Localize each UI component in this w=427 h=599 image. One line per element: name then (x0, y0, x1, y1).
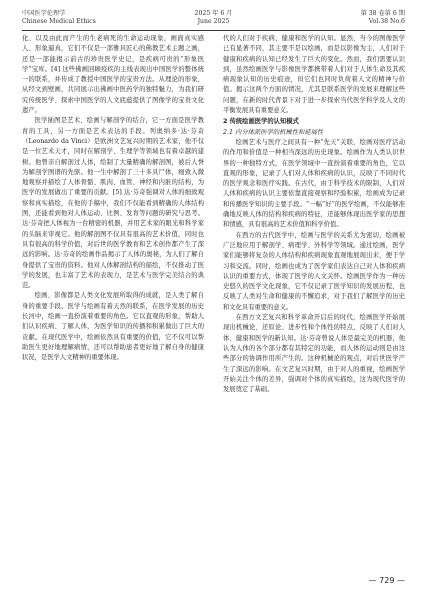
issue-date-en: June 2025 (197, 18, 230, 25)
body-paragraph: 绘画艺术与医疗之间具有一种“先天”关联，绘画对医疗活动的作用和价值是一种相当深远的历史现象。绘画作为人类认识世界的一种独特方式，在医学领域中一直扮演着重要的角色，它以直观的形象，记录了人们对人体和疾病的认识，反映了不同时代的医学观念和医疗实践。在古代，由于科学技术的限制，人们对人体和疾病的认识主要依靠直接观察和经验积累，绘画成为记录和传播医学知识的主要手段。“一幅”好“的医学绘画，不仅能够准确地反映人体的结构和疾病的特征，还能够体现出医学家的思想和情感，具有很高的艺术价值和科学价值。 (223, 138, 405, 229)
body-paragraph: 医学插图是艺术、绘画与解剖学的结合，它一方面是医学教育的工具，另一方面是艺术表达的手段。列奥纳多·达·芬奇（Leonardo da Vinci）是欧洲文艺复兴时期的艺术家，他不仅是一位艺术天才，同时在解剖学、生理学等领域也有着卓越的建树。他曾亲自解剖过人体，绘制了大量精确的解剖图，被后人誉为解剖学图谱的先驱。他一生中解剖了三十多具尸体，细致入微地观察并描绘了人体骨骼、肌肉、血管、神经和内脏的结构，为医学的发展做出了重要的贡献。[5] 达·芬奇强调对人体的细致观察和真实描绘，在他的手稿中，我们不仅能看到精确的人体结构图，还能看到他对人体运动、比例、发育等问题的研究与思考。达·芬奇把人体视为一台精密的机器，并用艺术家的眼光和科学家的头脑来审视它。他的解剖图不仅具有很高的艺术价值，同时也具有很高的科学价值，对后世的医学教育和艺术创作都产生了深远的影响。达·芬奇的绘画作品揭示了人体的奥秘，为人们了解自身提供了宝贵的资料。他对人体解剖结构的描绘，不仅推动了医学的发展，也丰富了艺术的表现力，是艺术与医学完美结合的典范。 (22, 117, 204, 290)
body-paragraph: 代的人们对于疾病、健康和医学的认知。显然，当今的图像医学已有显著不同，其主要不是以绘画，而是以影像为主，人们对于健康和疾病的认知已经发生了巨大的变化。然而，我们需要认识到，虽然绘画医学与影像医学都携带着人们对于人体生命及其疾病现象认知的历史痕迹，但它们也同时负荷着人文的精神与价值。揭示这两个方面的情况，尤其是联系医学的发展来理解这些问题，在新的时代背景下对于进一步探索当代医学科学及人文的平衡发展具有重要意义。 (223, 35, 405, 115)
issue-date (22, 10, 405, 26)
left-column (22, 34, 204, 364)
issue-date-cn: 2025 年 6 月 (194, 10, 233, 17)
section-heading: 2 传统绘画医学的认知模式 (223, 118, 299, 126)
running-header (22, 8, 405, 31)
page-number: — 729 — (368, 576, 405, 585)
journal-name-cn: 中国医学伦理学 (22, 10, 66, 17)
body-paragraph: 在西方文艺复兴和科学革命开启后的时代，绘画医学开始展现出机械论、还原论、进步性和个体性的特点，反映了人们对人体、健康和医学的新认知。达·芬奇曾说人体是最完美的机器，他认为人体的各个部分都有其特定的功能，而人体的运动则是由这些部分的协调作用所产生的。这种机械论的观点，对后世医学产生了深远的影响。在文艺复兴时期，由于对人的重视，绘画医学开始关注个体的差异，强调对个体的真实描绘，这为现代医学的发展奠定了基础。 (223, 314, 405, 394)
volume-en: Vol.38 No.6 (368, 18, 405, 25)
journal-name-en: Chinese Medical Ethics (22, 18, 96, 25)
volume-info (361, 10, 405, 26)
body-paragraph: 绘画、影像都是人类文化发展所取得的成就，是人类了解自身的重要手段。医学与绘画有着天然的联系，在医学发展的历史长河中，绘画一直扮演着重要的角色。它以直观的形象，帮助人们认识疾病、了解人体，为医学知识的传播和积累做出了巨大的贡献。在现代医学中，绘画依然具有重要的价值，它不仅可以帮助医生更好地理解病情，还可以帮助患者更好地了解自身的健康状况，是医学人文精神的重要体现。 (22, 292, 204, 362)
right-column (223, 34, 405, 395)
body-paragraph: 在西方的古代医学中，绘画与医学的关系尤为密切，绘画被广泛地应用于解剖学、病理学、外科学等领域。通过绘画，医学家们能够将复杂的人体结构和疾病现象直观地展现出来，便于学习和交流。同时，绘画也成为了医学家们表达自己对人体和疾病认识的重要方式，体现了医学的人文关怀。绘画医学作为一种历史悠久的医学文化现象，它不仅记录了医学知识的发展历程，也反映了人类对生命和健康的不懈追求，对于我们了解医学的历史和文化具有重要的意义。 (223, 231, 405, 311)
body-paragraph: 化、以及由此而产生的生老病死的生命运动现象，画面真实感人、形象逼真，它们不仅是一部雅具匠心的佛教艺术主题之画，还是一部能揭示前古的珍贵医学史记，是疾病可贵的“形象医学”宝库。[4] 这些佛画回顾疫疾的主线表现出中国医学的整体统一的联系，并传成了教授中国医学的宝贵方法。从理论的形象，从经文到壁画，共同展示出佛画中医药学的独特魅力，为我们研究传统医学、探索中国医学的人文底蕴提供了图像学的宝贵文化遗产。 (22, 35, 204, 115)
subsection-heading: 2.1 内分体派医学的机械性和延展性 (223, 128, 324, 136)
volume-cn: 第 38 卷第 6 期 (360, 10, 405, 17)
